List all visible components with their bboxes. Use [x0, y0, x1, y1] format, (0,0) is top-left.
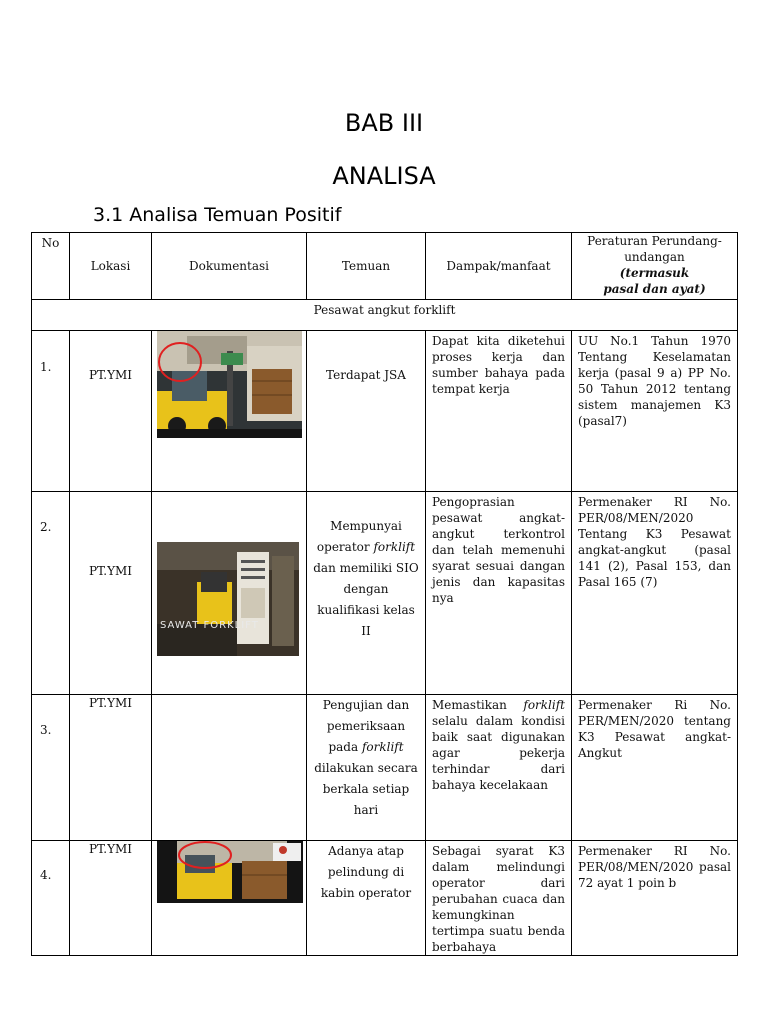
table-header-row	[32, 233, 738, 300]
findings-table	[31, 232, 738, 956]
header-no: No	[32, 233, 70, 300]
row-temuan: Adanya atap pelindung di kabin operator	[307, 841, 426, 956]
section-heading: 3.1 Analisa Temuan Positif	[93, 204, 342, 226]
table-row	[32, 331, 738, 492]
row-no: 4.	[32, 841, 70, 956]
row-dampak: Memastikan forklift selalu dalam kondisi baik saat digunakan agar pekerja terhindar dari bahaya kecelakaan	[426, 695, 572, 841]
header-dampak: Dampak/manfaat	[426, 233, 572, 300]
row-lokasi: PT.YMI	[70, 841, 152, 956]
header-lokasi: Lokasi	[70, 233, 152, 300]
row-lokasi: PT.YMI	[70, 695, 152, 841]
row-no: 1.	[32, 331, 70, 492]
row-temuan: Pengujian dan pemeriksaan pada forklift dilakukan secara berkala setiap hari	[307, 695, 426, 841]
row-dokumentasi	[152, 695, 307, 841]
row-dampak: Pengoprasian pesawat angkat-angkut terkontrol dan telah memenuhi syarat sesuai dangan jenis dan kapasitas nya	[426, 492, 572, 695]
header-peraturan-line1: Peraturan Perundang-	[587, 234, 722, 248]
header-temuan: Temuan	[307, 233, 426, 300]
forklift-photo	[157, 841, 303, 903]
row-dampak: Dapat kita diketehui proses kerja dan sumber bahaya pada tempat kerja	[426, 331, 572, 492]
group-label: Pesawat angkut forklift	[32, 300, 738, 331]
forklift-photo	[157, 542, 299, 656]
row-peraturan: Permenaker RI No. PER/08/MEN/2020 pasal 72 ayat 1 poin b	[572, 841, 738, 956]
row-peraturan: UU No.1 Tahun 1970 Tentang Keselamatan kerja (pasal 9 a) PP No. 50 Tahun 2012 tentang sistem manajemen K3 (pasal7)	[572, 331, 738, 492]
row-temuan: Mempunyai operator forklift dan memiliki SIO dengan kualifikasi kelas II	[307, 492, 426, 695]
header-peraturan	[572, 233, 738, 300]
row-peraturan: Permenaker RI No. PER/08/MEN/2020 Tentang K3 Pesawat angkat-angkut (pasal 141 (2), Pasal 153, dan Pasal 165 (7)	[572, 492, 738, 695]
row-lokasi: PT.YMI	[70, 492, 152, 695]
table-row	[32, 695, 738, 841]
header-dokumentasi: Dokumentasi	[152, 233, 307, 300]
header-peraturan-note: (termasuk pasal dan ayat)	[603, 266, 706, 296]
group-row	[32, 300, 738, 331]
row-no: 3.	[32, 695, 70, 841]
row-dokumentasi	[152, 841, 307, 956]
row-dampak: Sebagai syarat K3 dalam melindungi operator dari perubahan cuaca dan kemungkinan tertimpa suatu benda berbahaya	[426, 841, 572, 956]
row-peraturan: Permenaker Ri No. PER/MEN/2020 tentang K3 Pesawat angkat-Angkut	[572, 695, 738, 841]
row-dokumentasi	[152, 331, 307, 492]
chapter-subtitle: ANALISA	[332, 162, 436, 190]
forklift-photo	[157, 331, 302, 438]
row-temuan: Terdapat JSA	[307, 331, 426, 492]
table-row	[32, 492, 738, 695]
row-no: 2.	[32, 492, 70, 695]
header-peraturan-line2: undangan	[624, 250, 685, 264]
chapter-title: BAB III	[344, 109, 424, 137]
photo-caption: SAWAT FORKLIFT	[160, 620, 259, 631]
row-lokasi: PT.YMI	[70, 331, 152, 492]
table-row	[32, 841, 738, 956]
row-dokumentasi	[152, 492, 307, 695]
